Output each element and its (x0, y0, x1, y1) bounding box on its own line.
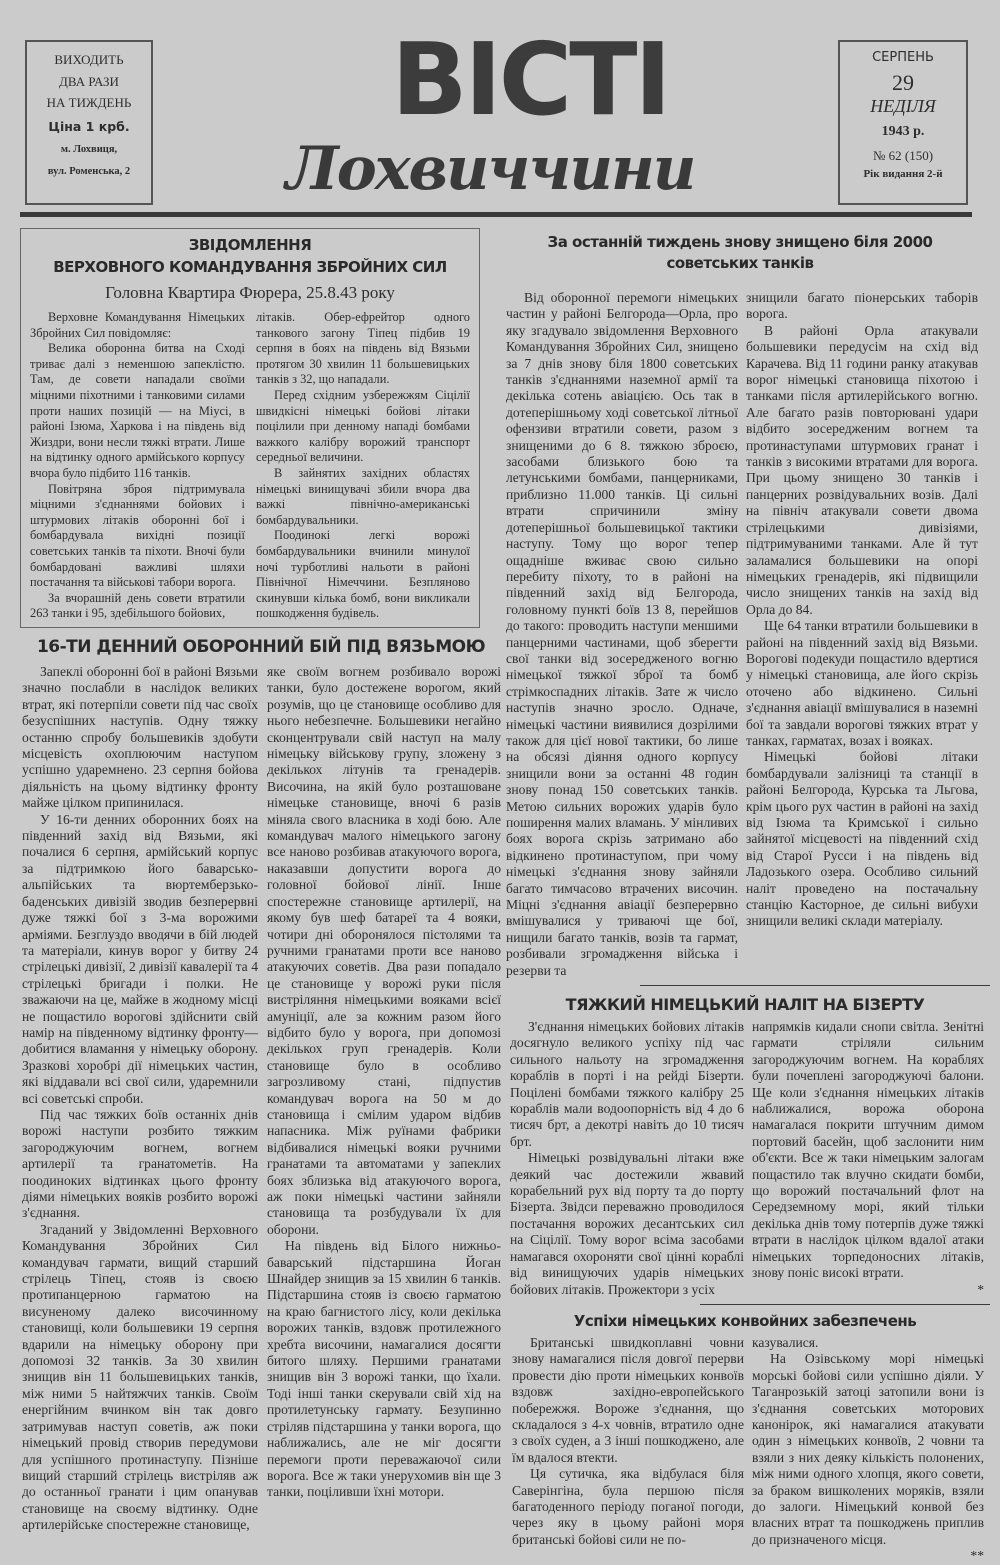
paragraph: Велика оборонна битва на Сході триває далі з неменшою запеклістю. Там, де совети нападали своїми міцними піхотними і танковими силами проти наших позицій — на Міусі, в районі Ізюма, Харкова і на південь від Жиздри, вони несли тяжкі втрати. Лише на відтинку одного армійського корпусу вчора було підбито 116 танків. (30, 341, 245, 480)
paragraph: Від оборонної перемоги німецьких частин у районі Белгорода—Орла, про яку згадувало звідомлення Верховного Командування Збройних Сил, знищено за 7 днів знову біля 1800 советських танків з'єднаннями наземної армії та декілька сотень авіацією. Ось так в дотеперішньому ході советської літньої офензиви втратили совети, разом з знищеними до 6 8. тяжкою зброєю, засобами близького бою та летунськими бомбами, панцерниками, приблизно 11.000 танків. Ці сильні втрати спричинили зміну дотеперішньої большевицької тактики наступу. Тому що ворог тепер ощадніше вживає свою сильно перебиту піхоту, то в районі на південний захід від Белгорода, головному пункті боїв 13 8, перейшов до такого: проводить наступи меншими панцерними частинами, щоб зберегти свої танки від зосередженого вогню німецької тяжкої зброї та бомб стрімкоспадних літаків. Зате ж число наступів значно зросло. Одначе, німецькі частини виявилися дозрілими також для цієї нової тактики, бо лише на обсязі діяння одного корпусу знищили вони за останні 48 годин знову понад 150 советських танків. Метою сильних ворожих ударів було поширення малих вламань. У мінливих боях ворога скрізь затримано або відкинено протинаступом, при чому німецькі з'єднання знову зайняли багато тимчасово втрачених височин. Міцні з'єднання авіації безперервно вмішувалися у триваючі ще бої, нищили багато танків, возів та гармат, розбивали згромадження війська і резерви та (506, 290, 738, 978)
paragraph: знищили багато піонерських таборів ворога. (746, 290, 978, 322)
convoy-article-headline: Успіхи німецьких конвойних забезпечень (573, 1312, 917, 1330)
communique-column-2 (256, 310, 470, 622)
vyazma-article-column-2 (267, 664, 501, 1501)
paragraph: Під час тяжких боїв останніх днів ворожі наступи розбито тяжким загороджуючим вогнем, вогнем артилерії та гранатометів. На поодиноких відтинках цього фронту діями німецьких вояків розбито ворожі з'єднання. (22, 1106, 258, 1221)
tanks-article-headline: За останній тиждень знову знищено біля 2000 советських танків (547, 233, 933, 272)
paragraph: літаків. Обер-ефрейтор одного танкового загону Тіпец підбив 19 серпня в боях на південь від Вязьми протягом 30 хвилин 11 большевицьких танків з 32, що нападали. (256, 310, 470, 387)
convoy-article-column-2 (752, 1335, 984, 1565)
paragraph: Запеклі оборонні бої в районі Вязьми значно послабли в наслідок великих втрат, які потерпіли совети під час своїх безуспішних наступів. Одну тяжку останню спробу большевиків здобути місцевість охоплюючим наступом успішно ударемнено. 23 серпня бойова діяльність на цьому відтинку фронту майже цілком припинилася. (22, 664, 258, 811)
paragraph: Перед східним узбережжям Сіцілії швидкісні німецькі бойові літаки поцілили при денному нападі бомбами важкого калібру ворожий транспорт середньої величини. (256, 387, 470, 465)
paragraph: Повітряна зброя підтримувала міцними з'єднаннями бойових і штурмових літаків оборонні бої і бомбардувала вихідні позиції советських танків та піхоти. Вночі були бомбардовані важливі шляхи постачання та військові табори ворога. (30, 481, 245, 590)
tanks-article-column-1 (506, 290, 738, 979)
newspaper-title: ВІСТІ (391, 30, 669, 130)
issue-year: 1943 р. (881, 123, 925, 139)
issue-number: № 62 (150) (872, 148, 934, 164)
paragraph: Поодинокі легкі ворожі бомбардувальники вчинили минулої ночі турботливі нальоти в районі Північної Німеччини. Безпляново скинувши кілька бомб, вони викликали пошкодження будівель. (256, 528, 470, 621)
frequency-line: НА ТИЖДЕНЬ (46, 95, 132, 111)
paragraph: У 16-ти денних оборонних боях на південний захід від Вязьми, які почалися 6 серпня, армійський корпус за підтримкою його баварсько-альпійських та вюртемберзько-баденських дивізій зводив безперервні дуже тяжкі бої з 3-ма ворожими арміями. Безглуздо вводячи в бій людей та матеріали, кинув ворог у битву 24 стрілецькі дивізії, 2 дивізії кавалерії та 4 стрілецькі бригади і полки. Не зважаючи на це, майже в жодному місці не пощастило ворогові здійснити свій намір на південному відтинку фронту—добитися вламання у німецьку оборону. Зразкові хоробрі дії німецьких частин, які віддавали всі свої сили, ударемнили всі советські спроби. (22, 811, 258, 1106)
end-mark: * (977, 1281, 984, 1297)
paragraph: Верховне Командування Німецьких Збройних Сил повідомляє: (30, 310, 245, 340)
communique-dateline: Головна Квартира Фюрера, 25.8.43 року (105, 283, 395, 302)
masthead-rule (20, 212, 972, 217)
communique-title: ЗВІДОМЛЕННЯ (188, 236, 312, 254)
paragraph: За вчорашній день совети втратили 263 танки і 95, здебільшого бойових, (30, 590, 245, 621)
paragraph: Ця сутичка, яка відбулася біля Саверінгіна, була першою після багатоденного періоду поганої погоди, через яку в цьому районі моря британські бойові сили не по- (512, 1466, 744, 1547)
price: Ціна 1 крб. (48, 118, 130, 134)
paragraph: напрямків кидали снопи світла. Зенітні гармати стріляли сильним загороджуючим вогнем. На кораблях були почеплені загороджуючі балони. Ще коли з'єднання німецьких літаків наближалися, ворожа оборона намагалася покрити штучним димом портовий басейн, щоб заслонити ним об'єкти. Все ж таки німецьким залогам пощастило так влучно скидати бомби, що ворожий постачальний флот на Середземному морі, який тільки декілька днів тому потерпів дуже тяжкі втрати в наслідок цілком вдалої атаки німецьких торпедоносних літаків, знову поніс високі втрати. (752, 1019, 984, 1281)
communique-subtitle: ВЕРХОВНОГО КОМАНДУВАННЯ ЗБРОЙНИХ СИЛ (53, 258, 447, 276)
paragraph: Німецькі бойові літаки бомбардували залізниці та станції в районі Белгорода, Курська та Льгова, крім цього рух частин в районі на захід від Ізюма та Кримської і сильно зайнятої місцевості на південний схід від Старої Русси і на південь від Ладозького озера. Особливо сильний наліт проведено на постачальну станцію Касторное, де сильні вибухи знищили великі склади матеріалу. (746, 749, 978, 929)
section-divider (700, 1304, 990, 1305)
vyazma-article-headline: 16-ТИ ДЕННИЙ ОБОРОННИЙ БІЙ ПІД ВЯЗЬМОЮ (36, 637, 486, 657)
convoy-article-column-1 (512, 1335, 744, 1548)
paragraph: казувалися. (752, 1335, 819, 1350)
paragraph: На Озівському морі німецькі морські бойові сили успішно діяли. У Таганрозькій затоці затопили вони із з'єднання советських моторових канонірок, які намагалися атакувати один з німецьких конвоїв, 2 човни та взяли з них деяку кількість полонених, між ними одного хлопця, якого совети, за браком вишколених моряків, взяли до залоги. Німецький конвой без власних втрат та пошкоджень приплив до призначеного місця. (752, 1351, 984, 1547)
frequency-line: ВИХОДИТЬ (54, 52, 124, 67)
paragraph: Ще 64 танки втратили большевики в районі на південний захід від Вязьми. Ворогові подекуди пощастило вдертися у німецькі становища, але його скрізь оточено або відкинено. Сильні з'єднання авіації вмішувалися в наземні бої та завдали ворогові тяжких втрат у танках, гарматах, возах і вояках. (746, 618, 978, 748)
paragraph: З'єднання німецьких бойових літаків досягнуло великого успіху під час сильного нальоту на згромадження кораблів в порті і на рейді Бізерти. Поцілені бомбами тяжкого калібру 25 кораблів мали водоопорність від 4 до 6 тисяч брт, а декотрі навіть до 10 тисяч брт. (510, 1019, 744, 1149)
bizerta-article-column-2 (752, 1019, 984, 1298)
paragraph: На південь від Білого нижньо-баварський підстаршина Йоган Шнайдер знищив за 15 хвилин 6 танків. Підстаршина стояв із своєю гарматою на краю багнистого лісу, коли декілька ворожих танків, вздовж протилежного хребта височини, намагалися досягти битого шляху. Першими гранатами знищив він 3 ворожі танки, що їхали. Тоді інші танки скерували свій хід на протилетунську гармату. Безупинно стріляв підстаршина у танки ворога, що наближались, але не міг досягти перемоги проти переважаючої сили ворога. Все ж таки унерухомив він ще 3 танки, поціливши їхні мотори. (267, 1238, 501, 1500)
bizerta-article-column-1 (510, 1019, 744, 1298)
tanks-article-column-2 (746, 290, 978, 930)
issue-info-box (838, 40, 968, 205)
section-divider (640, 985, 990, 986)
issue-month: СЕРПЕНЬ (872, 50, 934, 65)
paragraph: Німецькі розвідувальні літаки вже деякий час достежили жвавий корабельний рух від порту та до порту Бізерта. Звідси переважно проводилося постачання ворожих десантських сил на Сіцілії. Тому ворог всіма засобами намагався охороняти свої цінні кораблі від винищуючих ударів німецьких бойових літаків. Прожектори з усіх (510, 1150, 744, 1297)
issue-weekday: НЕДІЛЯ (870, 95, 936, 116)
issue-volume: Рік видання 2-й (863, 167, 943, 180)
paragraph: Британські швидкоплавні човни знову намагалися після довгої перерви провести дію проти німецьких конвоїв вздовж західно-европейського побережжя. Вороже з'єднання, що складалося з 4-х човнів, втратило одне з своїх суден, а 3 інші пошкоджено, але їм вдалося втекти. (512, 1335, 744, 1465)
address-city: м. Лохвиця, (60, 143, 118, 155)
bizerta-article-headline: ТЯЖКИЙ НІМЕЦЬКИЙ НАЛІТ НА БІЗЕРТУ (565, 995, 925, 1014)
address-street: вул. Роменська, 2 (47, 166, 131, 178)
frequency-line: ДВА РАЗИ (59, 73, 119, 89)
newspaper-subtitle: Лохвиччини (285, 134, 695, 204)
paragraph: В районі Орла атакували большевики передусім на схід від Карачева. Від 11 години ранку атакував ворог німецькі становища піхотою і танками після артилерійського вогню. Але багато разів повторювані удари відбито зосередженим вогнем та протинаступами штурмових гранат і танків з високими втратами для ворога. При цьому знищено 30 танків і панцерних розвідувальних возів. Далі на північ атакували совети двома стрілецькими дивізіями, підтримуваними танками. Але й тут заламалися большевики на опорі німецьких гренадерів, які підвищили число знищених танків на захід від Орла до 84. (746, 322, 978, 617)
vyazma-article-column-1 (22, 664, 258, 1534)
end-mark: ** (970, 1548, 984, 1564)
publication-info-box (25, 40, 153, 205)
paragraph: В зайнятих західних областях німецькі винищувачі збили вчора два важкі північно-американські бомбардувальники. (256, 465, 470, 527)
communique-column-1 (30, 310, 245, 622)
paragraph: Згаданий у Звідомленні Верховного Командування Збройних Сил командувач гармати, вищий старший стрілець Тіпец, стояв із своєю протипанцерною гарматою на висуненому далеко височинному становищі, коли большевики 19 серпня вдарили на німецьку оборону при допомозі 32 танків. За 30 хвилин знищив він 11 большевицьких танків, між ними 5 найтяжчих танків. Своїм енергійним вчинком він так довго затримував наступ советів, аж поки німецький провід створив передумови для успішного протинаступу. Пізніше вищий старший стрілець вистріляв аж до останньої гранати і цим опанував становище на своєму відтинку. Одне артилерійське спостережне становище, (22, 1221, 258, 1533)
paragraph: яке своїм вогнем розбивало ворожі танки, було достежене ворогом, який розумів, що це становище особливо для нього небезпечне. Большевики негайно сконцентрували свій наступ на малу німецьку військову групу, зложену з декількох літунів та гренадерів. Височина, на якій було розташоване німецьке становище, вночі 6 разів міняла свого власника в ході бою. Але командувач малого німецького загону все наново розбивав атакуючого ворога, наказавши допустити ворога до головної бойової лінії. Інше спостережне становище артилерії, на якому був шеф батареї та 4 вояки, чотири дні оборонялося пістолями та ручними гранатами проти все наново атакуючих советів. Два рази попадало це становище у ворожі руки після вистріляння німецькими вояками всієї амуніції, але за кожним разом його відбито було у ворога, при допомозі декількох груп гренадерів. Коли становище було в особливо загрозливому стані, підпустив командувач ворога на 50 м до становища і смілим ударом відбив напасника. Між руїнами фабрики відбивалися німецькі вояки ручними гранатами та автоматами у запеклих боях зблизька від атакуючого ворога, аж поки німецькі частини зайняли становища та розбудували їх для оборони. (267, 664, 501, 1237)
issue-day: 29 (892, 69, 914, 95)
